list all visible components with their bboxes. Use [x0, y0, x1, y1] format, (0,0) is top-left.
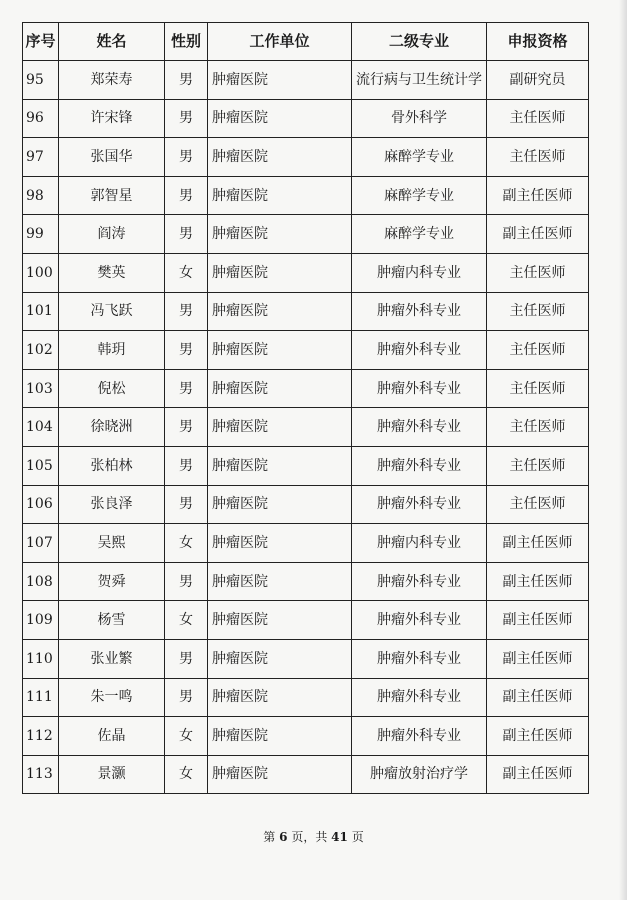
cell-unit: 肿瘤医院 — [208, 331, 352, 370]
cell-gender: 男 — [165, 331, 208, 370]
cell-specialty: 麻醉学专业 — [352, 215, 487, 254]
cell-unit: 肿瘤医院 — [208, 99, 352, 138]
cell-specialty: 肿瘤内科专业 — [352, 253, 487, 292]
table-header-row — [23, 23, 589, 61]
cell-specialty: 肿瘤外科专业 — [352, 331, 487, 370]
header-specialty: 二级专业 — [352, 23, 487, 61]
cell-qualification: 副主任医师 — [487, 639, 589, 678]
cell-seq: 108 — [23, 562, 59, 601]
cell-unit: 肿瘤医院 — [208, 176, 352, 215]
cell-gender: 男 — [165, 678, 208, 717]
cell-specialty: 肿瘤外科专业 — [352, 717, 487, 756]
table-row — [23, 176, 589, 215]
cell-qualification: 主任医师 — [487, 369, 589, 408]
cell-seq: 112 — [23, 717, 59, 756]
cell-specialty: 肿瘤外科专业 — [352, 485, 487, 524]
cell-seq: 106 — [23, 485, 59, 524]
cell-specialty: 麻醉学专业 — [352, 138, 487, 177]
cell-gender: 男 — [165, 485, 208, 524]
cell-qualification: 副主任医师 — [487, 524, 589, 563]
cell-name: 佐晶 — [59, 717, 165, 756]
cell-seq: 111 — [23, 678, 59, 717]
table-row — [23, 61, 589, 100]
cell-specialty: 肿瘤外科专业 — [352, 446, 487, 485]
cell-name: 杨雪 — [59, 601, 165, 640]
cell-seq: 104 — [23, 408, 59, 447]
table-row — [23, 601, 589, 640]
table-row — [23, 99, 589, 138]
cell-specialty: 肿瘤外科专业 — [352, 639, 487, 678]
cell-gender: 女 — [165, 601, 208, 640]
cell-name: 冯飞跃 — [59, 292, 165, 331]
cell-gender: 男 — [165, 292, 208, 331]
table-row — [23, 485, 589, 524]
cell-gender: 女 — [165, 253, 208, 292]
cell-seq: 109 — [23, 601, 59, 640]
cell-name: 张国华 — [59, 138, 165, 177]
cell-gender: 男 — [165, 562, 208, 601]
header-seq: 序号 — [23, 23, 59, 61]
cell-gender: 男 — [165, 176, 208, 215]
cell-specialty: 骨外科学 — [352, 99, 487, 138]
cell-name: 吴熙 — [59, 524, 165, 563]
cell-qualification: 主任医师 — [487, 99, 589, 138]
cell-unit: 肿瘤医院 — [208, 639, 352, 678]
footer-page-number: 6 — [279, 830, 288, 844]
cell-unit: 肿瘤医院 — [208, 717, 352, 756]
cell-seq: 98 — [23, 176, 59, 215]
cell-gender: 男 — [165, 215, 208, 254]
cell-name: 朱一鸣 — [59, 678, 165, 717]
cell-qualification: 副研究员 — [487, 61, 589, 100]
cell-seq: 99 — [23, 215, 59, 254]
table-body — [23, 61, 589, 794]
table-row — [23, 717, 589, 756]
table-row — [23, 215, 589, 254]
footer-middle: 页，共 — [291, 830, 328, 844]
table-row — [23, 755, 589, 794]
cell-qualification: 主任医师 — [487, 331, 589, 370]
cell-qualification: 主任医师 — [487, 485, 589, 524]
cell-unit: 肿瘤医院 — [208, 138, 352, 177]
cell-gender: 女 — [165, 717, 208, 756]
cell-gender: 女 — [165, 524, 208, 563]
cell-unit: 肿瘤医院 — [208, 446, 352, 485]
cell-qualification: 主任医师 — [487, 292, 589, 331]
cell-specialty: 肿瘤外科专业 — [352, 292, 487, 331]
table-row — [23, 524, 589, 563]
cell-unit: 肿瘤医院 — [208, 562, 352, 601]
cell-unit: 肿瘤医院 — [208, 253, 352, 292]
table-row — [23, 639, 589, 678]
cell-specialty: 肿瘤外科专业 — [352, 369, 487, 408]
cell-unit: 肿瘤医院 — [208, 678, 352, 717]
cell-unit: 肿瘤医院 — [208, 292, 352, 331]
cell-name: 张良泽 — [59, 485, 165, 524]
table-row — [23, 408, 589, 447]
cell-qualification: 副主任医师 — [487, 601, 589, 640]
cell-name: 郭智星 — [59, 176, 165, 215]
cell-seq: 105 — [23, 446, 59, 485]
header-name: 姓名 — [59, 23, 165, 61]
cell-unit: 肿瘤医院 — [208, 524, 352, 563]
cell-qualification: 副主任医师 — [487, 562, 589, 601]
table-row — [23, 678, 589, 717]
cell-name: 郑荣寿 — [59, 61, 165, 100]
header-qualification: 申报资格 — [487, 23, 589, 61]
cell-qualification: 副主任医师 — [487, 176, 589, 215]
cell-qualification: 副主任医师 — [487, 678, 589, 717]
cell-unit: 肿瘤医院 — [208, 215, 352, 254]
cell-name: 樊英 — [59, 253, 165, 292]
table-row — [23, 292, 589, 331]
scan-edge-shadow — [619, 0, 627, 900]
cell-seq: 97 — [23, 138, 59, 177]
cell-specialty: 流行病与卫生统计学 — [352, 61, 487, 100]
cell-seq: 95 — [23, 61, 59, 100]
cell-gender: 女 — [165, 755, 208, 794]
cell-name: 许宋锋 — [59, 99, 165, 138]
cell-specialty: 麻醉学专业 — [352, 176, 487, 215]
cell-name: 张柏林 — [59, 446, 165, 485]
cell-name: 阎涛 — [59, 215, 165, 254]
table-row — [23, 562, 589, 601]
cell-gender: 男 — [165, 446, 208, 485]
cell-qualification: 副主任医师 — [487, 215, 589, 254]
cell-gender: 男 — [165, 639, 208, 678]
cell-specialty: 肿瘤外科专业 — [352, 601, 487, 640]
cell-seq: 107 — [23, 524, 59, 563]
header-unit: 工作单位 — [208, 23, 352, 61]
cell-qualification: 主任医师 — [487, 138, 589, 177]
footer-total-pages: 41 — [331, 830, 348, 844]
cell-unit: 肿瘤医院 — [208, 601, 352, 640]
cell-gender: 男 — [165, 99, 208, 138]
cell-unit: 肿瘤医院 — [208, 369, 352, 408]
table-row — [23, 138, 589, 177]
cell-name: 张业繁 — [59, 639, 165, 678]
roster-table — [22, 22, 589, 794]
cell-name: 贺舜 — [59, 562, 165, 601]
cell-specialty: 肿瘤放射治疗学 — [352, 755, 487, 794]
table-row — [23, 331, 589, 370]
header-gender: 性别 — [165, 23, 208, 61]
cell-specialty: 肿瘤内科专业 — [352, 524, 487, 563]
table-row — [23, 253, 589, 292]
cell-seq: 113 — [23, 755, 59, 794]
cell-gender: 男 — [165, 408, 208, 447]
cell-name: 韩玥 — [59, 331, 165, 370]
cell-qualification: 主任医师 — [487, 446, 589, 485]
cell-seq: 103 — [23, 369, 59, 408]
cell-specialty: 肿瘤外科专业 — [352, 678, 487, 717]
cell-gender: 男 — [165, 369, 208, 408]
cell-qualification: 副主任医师 — [487, 717, 589, 756]
cell-seq: 101 — [23, 292, 59, 331]
cell-specialty: 肿瘤外科专业 — [352, 408, 487, 447]
cell-name: 倪松 — [59, 369, 165, 408]
cell-gender: 男 — [165, 138, 208, 177]
table-row — [23, 369, 589, 408]
cell-name: 景灏 — [59, 755, 165, 794]
table-row — [23, 446, 589, 485]
footer-suffix: 页 — [351, 830, 364, 844]
cell-unit: 肿瘤医院 — [208, 755, 352, 794]
cell-qualification: 副主任医师 — [487, 755, 589, 794]
cell-seq: 102 — [23, 331, 59, 370]
cell-seq: 100 — [23, 253, 59, 292]
cell-qualification: 主任医师 — [487, 253, 589, 292]
cell-seq: 96 — [23, 99, 59, 138]
cell-name: 徐晓洲 — [59, 408, 165, 447]
page-footer — [0, 828, 627, 845]
cell-seq: 110 — [23, 639, 59, 678]
cell-qualification: 主任医师 — [487, 408, 589, 447]
footer-prefix: 第 — [263, 830, 276, 844]
cell-specialty: 肿瘤外科专业 — [352, 562, 487, 601]
cell-gender: 男 — [165, 61, 208, 100]
cell-unit: 肿瘤医院 — [208, 61, 352, 100]
cell-unit: 肿瘤医院 — [208, 408, 352, 447]
cell-unit: 肿瘤医院 — [208, 485, 352, 524]
